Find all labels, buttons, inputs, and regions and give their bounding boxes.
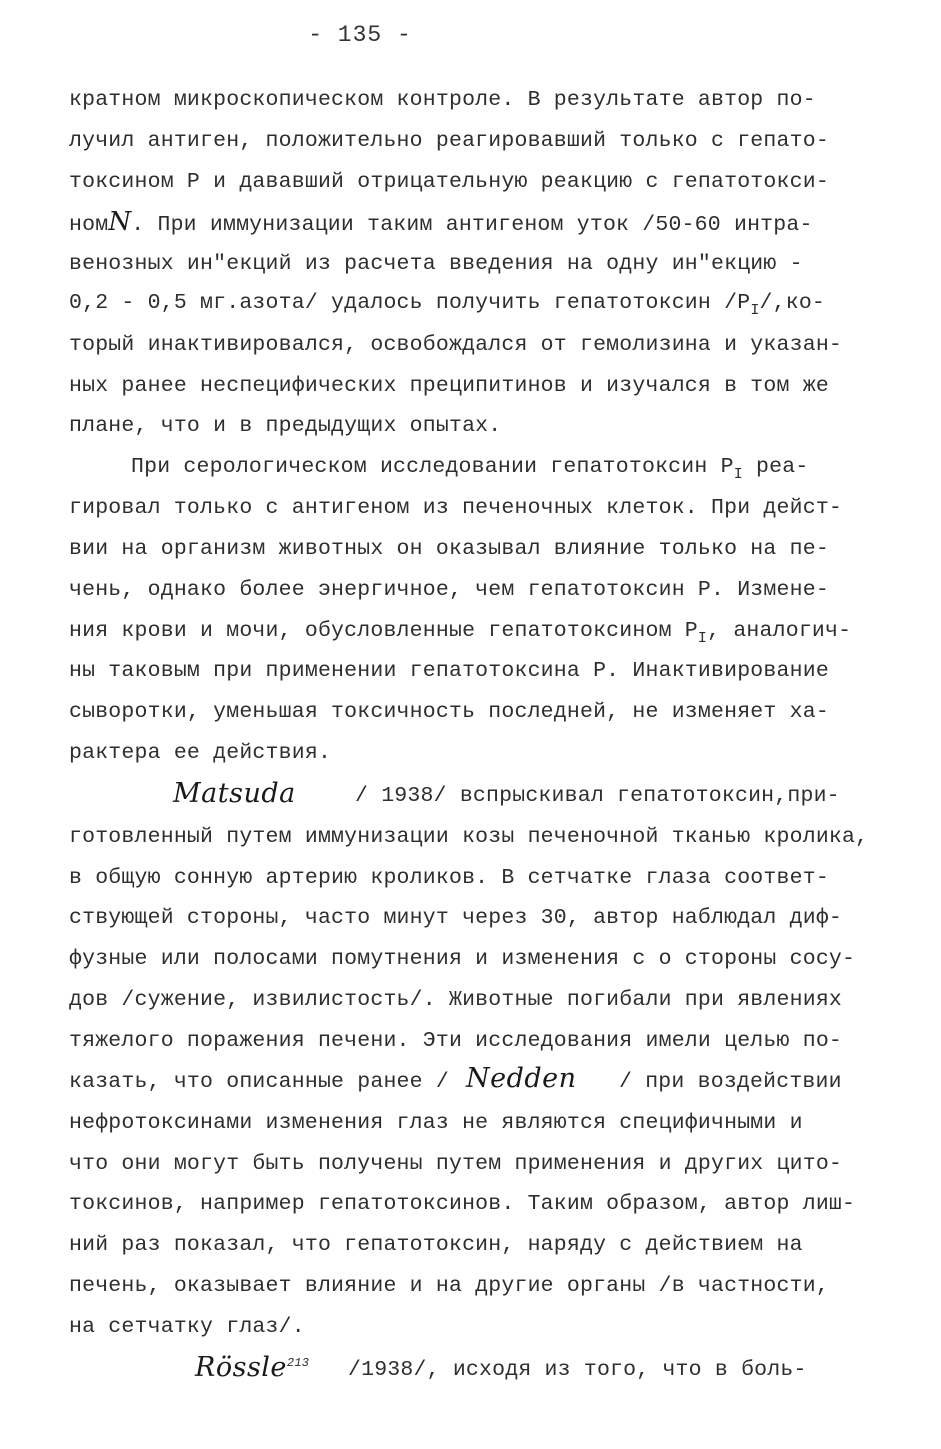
handwritten-author-name: Rössle [195, 1352, 287, 1383]
text-line: / при воздействии [619, 1070, 842, 1094]
text-line: вии на организм животных он оказывал влияние только на пе- [69, 537, 829, 561]
text-line [195, 1352, 309, 1383]
text-line: фузные или полосами помутнения и изменения с о стороны сосу- [69, 947, 856, 971]
text-line: сыворотки, уменьшая токсичность последней, не изменяет ха- [69, 700, 829, 724]
text-line [69, 619, 852, 647]
subscript: I [733, 466, 743, 483]
text-line: ны таковым при применении гепатотоксина Р. Инактивирование [69, 659, 829, 683]
text-line: кратном микроскопическом контроле. В результате автор по- [69, 88, 816, 112]
text-line: / 1938/ вспрыскивал гепатотоксин,при- [355, 784, 840, 808]
text-line: казать, что описанные ранее / [69, 1070, 449, 1094]
text-line: токсином Р и дававший отрицательную реакцию с гепатотокси- [69, 170, 829, 194]
text-line: гировал только с антигеном из печеночных клеток. При дейст- [69, 496, 843, 520]
handwritten-author-name: Matsuda [173, 778, 296, 809]
text-line: в общую сонную артерию кроликов. В сетчатке глаза соответ- [69, 866, 829, 890]
page-number: - 135 - [308, 22, 412, 48]
text-line: ствующей стороны, часто минут через 30, автор наблюдал диф- [69, 906, 843, 930]
superscript: 213 [286, 1356, 310, 1370]
text-line: токсинов, например гепатотоксинов. Таким образом, автор лиш- [69, 1192, 856, 1216]
text-line: дов /сужение, извилистость/. Животные погибали при явлениях [69, 988, 843, 1012]
text-line: торый инактивировался, освобождался от гемолизина и указан- [69, 333, 843, 357]
subscript: I [750, 302, 760, 319]
text-line: венозных ин"екций из расчета введения на одну ин"екцию - [69, 252, 803, 276]
text-line: ных ранее неспецифических преципитинов и изучался в том же [69, 374, 829, 398]
text-line [173, 778, 296, 809]
handwritten-author-name: Nedden [466, 1063, 577, 1094]
text-line: на сетчатку глаз/. [69, 1315, 305, 1339]
text-line: нефротоксинами изменения глаз не являются специфичными и [69, 1111, 803, 1135]
text-line: плане, что и в предыдущих опытах. [69, 414, 502, 438]
text-line [69, 291, 826, 319]
text-line [131, 455, 809, 483]
text-fragment: При серологическом исследовании гепатотоксин P [131, 455, 734, 479]
text-fragment: , аналогич- [707, 619, 852, 643]
text-fragment: . При иммунизации таким антигеном уток /50-60 интра- [131, 213, 813, 237]
text-fragment: ном [69, 213, 109, 237]
text-line: ний раз показал, что гепатотоксин, наряду с действием на [69, 1233, 803, 1257]
text-line: /1938/, исходя из того, что в боль- [348, 1358, 807, 1382]
text-fragment: реа- [742, 455, 809, 479]
text-fragment: 0,2 - 0,5 мг.азота/ удалось получить гепатотоксин /P [69, 291, 751, 315]
text-line: чень, однако более энергичное, чем гепатотоксин Р. Измене- [69, 578, 829, 602]
text-line: лучил антиген, положительно реагировавший только с гепато- [69, 129, 829, 153]
text-fragment: ния крови и мочи, обусловленные гепатотоксином P [69, 619, 698, 643]
text-line: готовленный путем иммунизации козы печеночной тканью кролика, [69, 825, 869, 849]
handwritten-symbol: N [108, 207, 132, 237]
text-line: рактера ее действия. [69, 741, 332, 765]
text-line [466, 1063, 577, 1094]
subscript: I [697, 630, 708, 647]
text-line: печень, оказывает влияние и на другие органы /в частности, [69, 1274, 829, 1298]
text-line [69, 207, 813, 237]
text-fragment: /,ко- [759, 291, 826, 315]
text-line: что они могут быть получены путем применения и других цито- [69, 1152, 843, 1176]
text-line: тяжелого поражения печени. Эти исследования имели целью по- [69, 1029, 843, 1053]
